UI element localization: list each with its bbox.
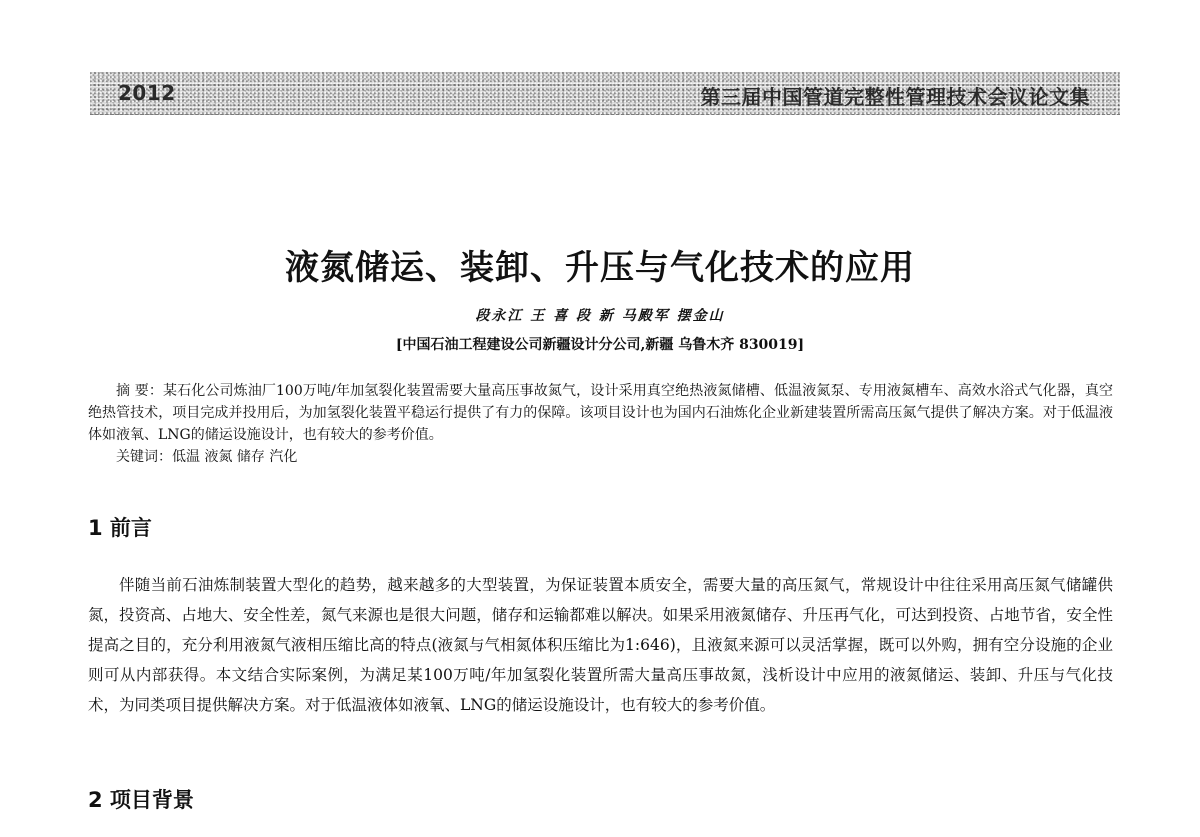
section-paragraph-introduction: 伴随当前石油炼制装置大型化的趋势，越来越多的大型装置，为保证装置本质安全，需要大量的高压氮气，常规设计中往往采用高压氮气储罐供氮，投资高、占地大、安全性差，氮气来源也是很大问题，储存和运输都难以解决。如果采用液氮储存、升压再气化，可达到投资、占地节省，安全性提高之目的，充分利用液氮气液相压缩比高的特点(液氮与气相氮体积压缩比为1:646)，且液氮来源可以灵活掌握，既可以外购，拥有空分设施的企业则可从内部获得。本文结合实际案例，为满足某100万吨/年加氢裂化装置所需大量高压事故氮，浅析设计中应用的液氮储运、装卸、升压与气化技术，为同类项目提供解决方案。对于低温液体如液氧、LNG的储运设施设计，也有较大的参考价值。 bbox=[88, 576, 1113, 714]
section-heading-background: 2 项目背景 bbox=[88, 788, 194, 812]
header-year: 2012 bbox=[118, 81, 176, 105]
running-header bbox=[90, 72, 1120, 115]
paper-title: 液氮储运、装卸、升压与气化技术的应用 bbox=[285, 248, 915, 288]
section-heading-introduction: 1 前言 bbox=[88, 516, 152, 540]
paper-affiliation: [中国石油工程建设公司新疆设计分公司,新疆 乌鲁木齐 830019] bbox=[395, 337, 805, 353]
paper-authors: 段永江 王 喜 段 新 马殿军 摆金山 bbox=[475, 308, 725, 324]
paper-keywords: 关键词：低温 液氮 储存 汽化 bbox=[116, 449, 298, 465]
header-proceedings-title: 第三届中国管道完整性管理技术会议论文集 bbox=[700, 85, 1090, 109]
paper-abstract: 摘 要：某石化公司炼油厂100万吨/年加氢裂化装置需要大量高压事故氮气，设计采用真空绝热液氮储槽、低温液氮泵、专用液氮槽车、高效水浴式气化器，真空绝热管技术，项目完成并投用后，为加氢裂化装置平稳运行提供了有力的保障。该项目设计也为国内石油炼化企业新建装置所需高压氮气提供了解决方案。对于低温液体如液氧、LNG的储运设施设计，也有较大的参考价值。 bbox=[88, 383, 1113, 443]
